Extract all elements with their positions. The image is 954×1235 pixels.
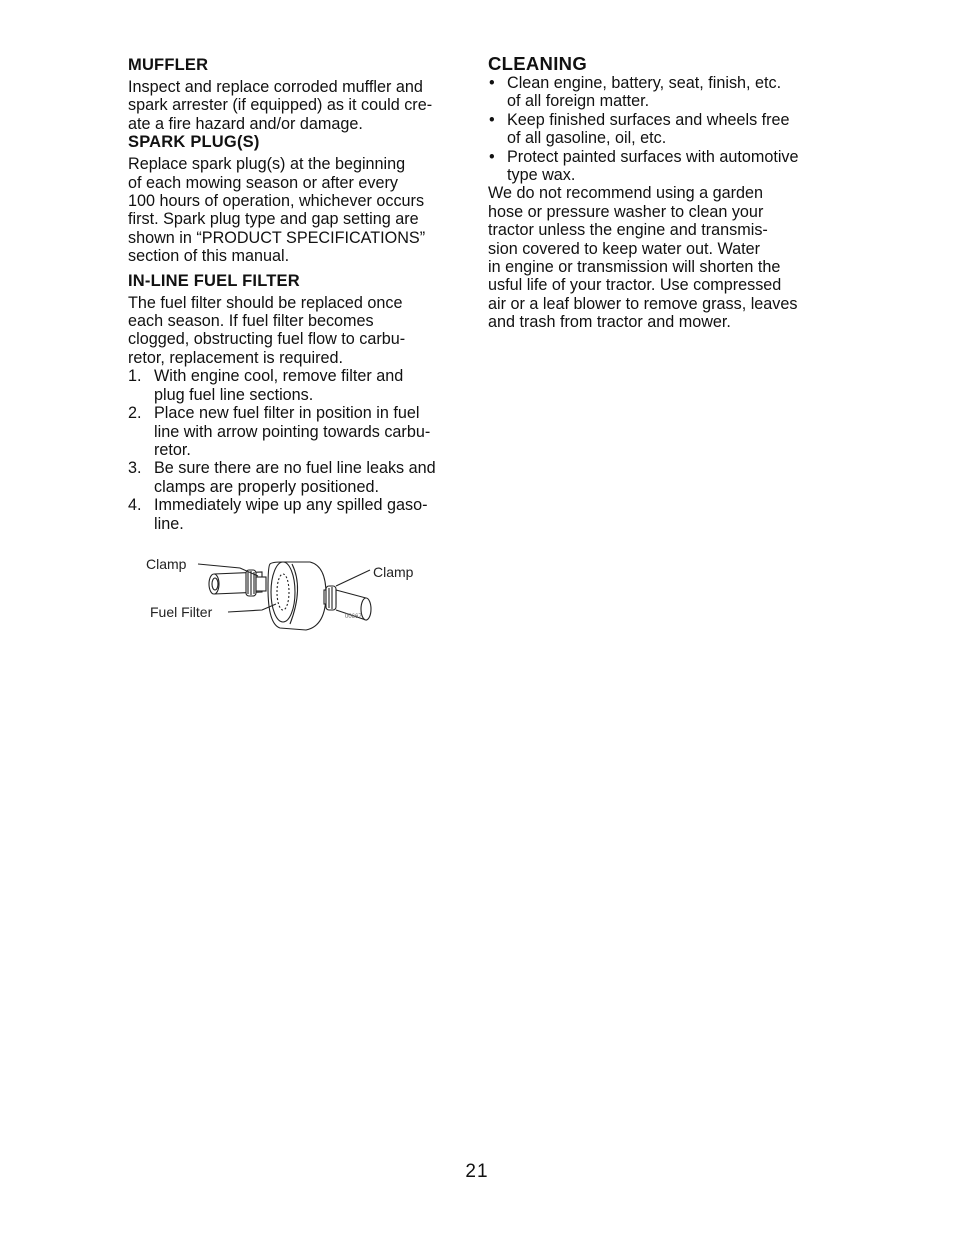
cleaning-line: tractor unless the engine and transmis- <box>488 221 768 240</box>
cleaning-paragraph <box>488 184 838 331</box>
step-number: 4. <box>128 496 142 515</box>
muffler-line: Inspect and replace corroded muffler and <box>128 78 423 96</box>
fuel-filter-label: Fuel Filter <box>150 604 213 620</box>
muffler-heading: MUFFLER <box>128 56 209 74</box>
step-number: 1. <box>128 367 142 386</box>
spark-plugs-line: section of this manual. <box>128 247 290 266</box>
bullet-line: Clean engine, battery, seat, finish, etc. <box>507 74 782 92</box>
step-line: line. <box>154 514 184 533</box>
step-line: plug fuel line sections. <box>154 385 314 404</box>
right-column <box>488 54 838 332</box>
cleaning-bullets <box>488 74 838 184</box>
left-column <box>128 56 473 533</box>
step-line: clamps are properly positioned. <box>154 477 379 496</box>
cleaning-line: air or a leaf blower to remove grass, leaves <box>488 294 798 313</box>
cleaning-line: sion covered to keep water out. Water <box>488 239 761 258</box>
step-line: retor. <box>154 440 191 459</box>
figure-code: 00667 <box>345 614 362 620</box>
cleaning-line: hose or pressure washer to clean your <box>488 202 764 221</box>
fuel-filter-line: The fuel filter should be replaced once <box>128 293 403 312</box>
cleaning-heading: CLEANING <box>488 53 588 74</box>
clamp-label-right: Clamp <box>373 564 414 580</box>
muffler-text <box>128 78 473 133</box>
fuel-filter-line: clogged, obstructing fuel flow to carbu- <box>128 330 406 349</box>
step-item <box>128 404 473 459</box>
spark-plugs-line: first. Spark plug type and gap setting are <box>128 210 419 229</box>
bullet-line: of all foreign matter. <box>507 92 650 111</box>
bullet-line: Keep finished surfaces and wheels free <box>507 110 790 129</box>
fuel-filter-figure <box>140 548 440 638</box>
spark-plugs-line: 100 hours of operation, whichever occurs <box>128 192 425 211</box>
spark-plugs-heading: SPARK PLUG(S) <box>128 133 260 152</box>
spark-plugs-line: of each mowing season or after every <box>128 173 398 192</box>
step-number: 2. <box>128 404 142 423</box>
page-number: 21 <box>465 1161 489 1182</box>
cleaning-line: and trash from tractor and mower. <box>488 313 731 332</box>
fuel-filter-text <box>128 294 473 368</box>
step-line: Immediately wipe up any spilled gaso- <box>154 496 428 515</box>
fuel-filter-steps <box>128 367 473 533</box>
step-line: Place new fuel filter in position in fuel <box>154 404 420 423</box>
cleaning-line: We do not recommend using a garden <box>488 184 764 203</box>
step-item <box>128 459 473 496</box>
fuel-filter-heading: IN-LINE FUEL FILTER <box>128 271 300 290</box>
spark-plugs-text <box>128 155 473 265</box>
step-item <box>128 496 473 533</box>
fuel-filter-line: each season. If fuel filter becomes <box>128 312 374 331</box>
spark-plugs-line: Replace spark plug(s) at the beginning <box>128 155 406 174</box>
muffler-line: spark arrester (if equipped) as it could cre- <box>128 96 433 115</box>
bullet-marker: • <box>489 110 495 129</box>
step-line: Be sure there are no fuel line leaks and <box>154 459 436 478</box>
bullet-marker: • <box>489 74 495 92</box>
bullet-item <box>488 148 838 185</box>
bullet-item <box>488 111 838 148</box>
bullet-line: Protect painted surfaces with automotive <box>507 147 799 166</box>
step-number: 3. <box>128 459 142 478</box>
muffler-line: ate a fire hazard and/or damage. <box>128 114 363 133</box>
step-item <box>128 367 473 404</box>
bullet-marker: • <box>489 147 495 166</box>
clamp-label-left: Clamp <box>146 556 187 572</box>
bullet-item <box>488 74 838 111</box>
cleaning-line: usful life of your tractor. Use compressed <box>488 276 782 295</box>
step-line: line with arrow pointing towards carbu- <box>154 422 431 441</box>
step-line: With engine cool, remove filter and <box>154 367 404 386</box>
bullet-line: of all gasoline, oil, etc. <box>507 129 667 148</box>
fuel-filter-line: retor, replacement is required. <box>128 348 344 367</box>
bullet-line: type wax. <box>507 166 576 185</box>
cleaning-line: in engine or transmission will shorten the <box>488 258 781 277</box>
spark-plugs-line: shown in “PRODUCT SPECIFICATIONS” <box>128 228 426 247</box>
